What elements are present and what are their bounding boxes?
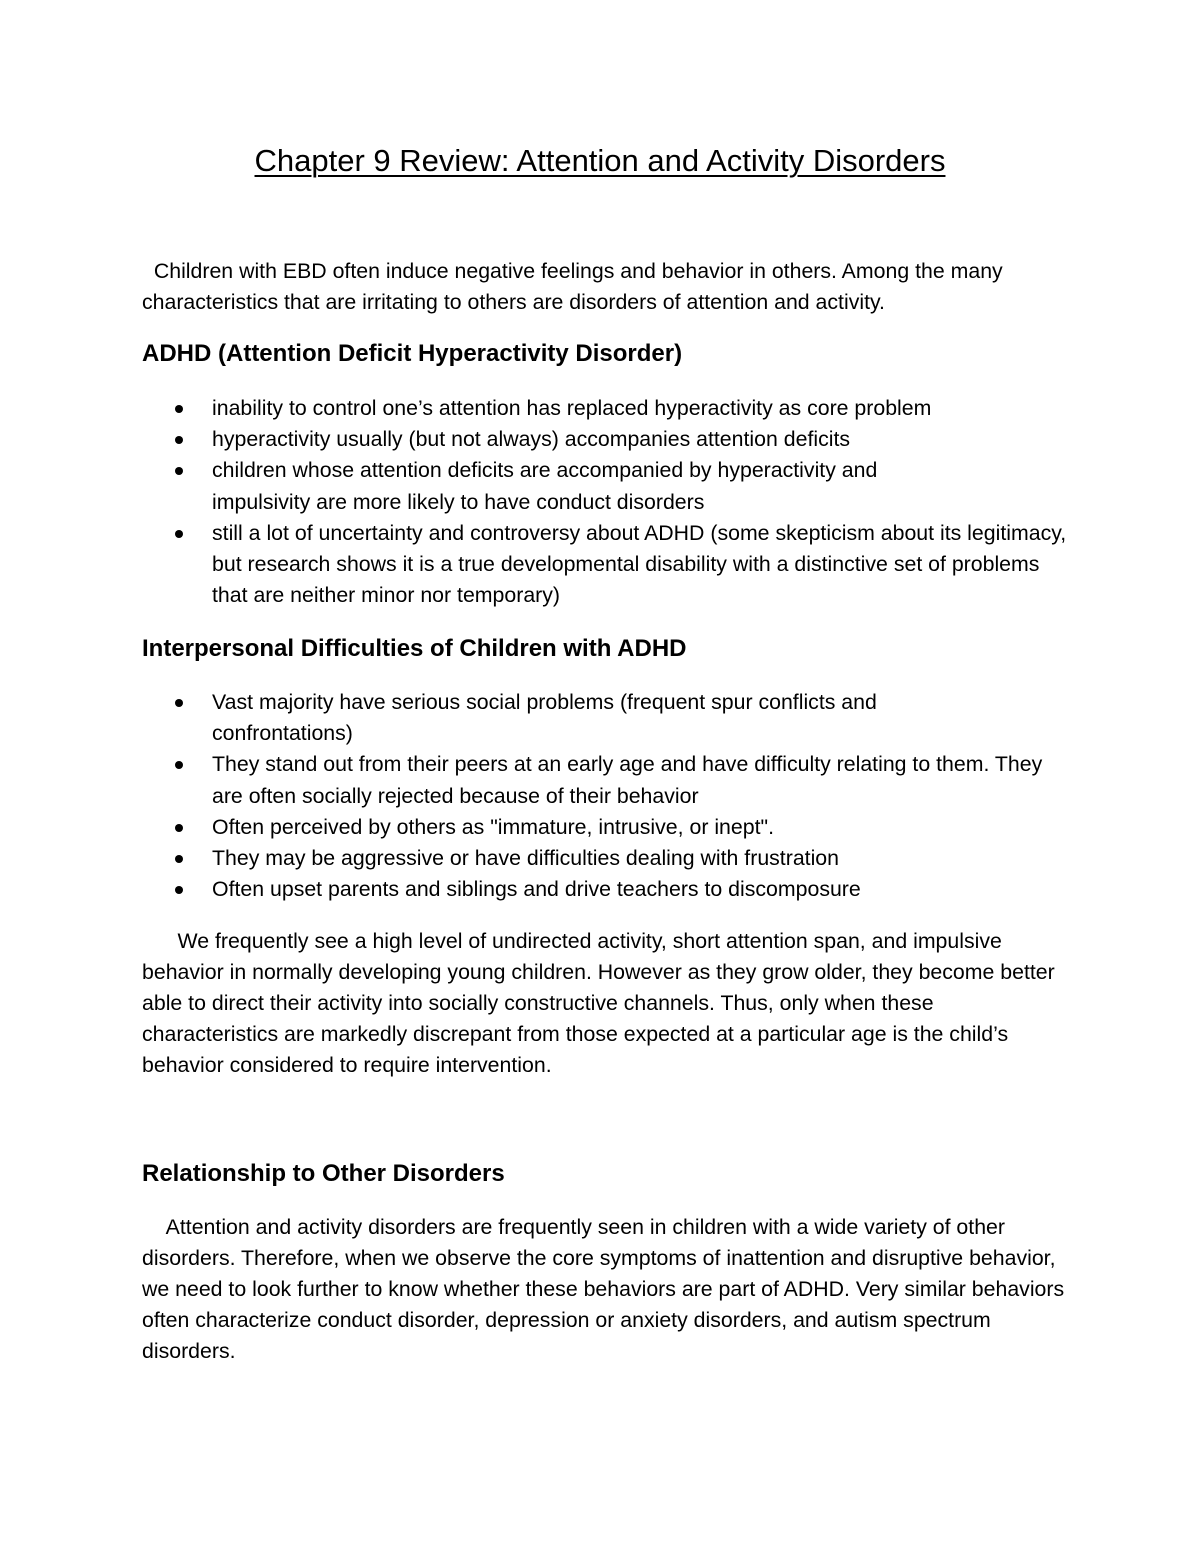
bullet-icon	[175, 886, 183, 894]
bullet-icon	[175, 436, 183, 444]
list-item-text: They may be aggressive or have difficulties dealing with frustration	[212, 846, 839, 871]
adhd-bullet-list	[142, 393, 1072, 611]
list-item-text: They stand out from their peers at an early age and have difficulty relating to them. They are often socially rejected because of their behavior	[212, 752, 1043, 808]
list-item	[142, 843, 1072, 874]
interpersonal-bullet-list	[142, 687, 1072, 905]
list-item-text: inability to control one’s attention has replaced hyperactivity as core problem	[212, 396, 932, 420]
bullet-icon	[175, 405, 183, 413]
list-item	[142, 518, 1072, 612]
list-item-text: Often upset parents and siblings and drive teachers to discomposure	[212, 877, 861, 902]
list-item-text: still a lot of uncertainty and controversy about ADHD (some skepticism about its legitimacy, but research shows it is a true developmental disability with a distinctive set of problems that are neither minor nor temporary)	[212, 520, 1067, 608]
list-item	[142, 874, 1072, 905]
list-item-text: hyperactivity usually (but not always) accompanies attention deficits	[212, 427, 851, 452]
intro-paragraph: Children with EBD often induce negative feelings and behavior in others. Among the many characteristics that are irritating to others are disorders of attention and activity.	[142, 259, 1009, 314]
list-item	[142, 687, 1072, 749]
bullet-icon	[175, 824, 183, 832]
bullet-icon	[175, 467, 183, 475]
list-item	[142, 393, 1072, 424]
bullet-icon	[175, 761, 183, 769]
list-item	[142, 424, 1072, 455]
section-heading-relationship: Relationship to Other Disorders	[142, 1160, 505, 1187]
bullet-icon	[175, 699, 183, 707]
relationship-paragraph: Attention and activity disorders are frequently seen in children with a wide variety of other disorders. Therefore, when we observe the core symptoms of inattention and disruptive behavior, we need to look further to know whether these behaviors are part of ADHD. Very similar behaviors often characterize conduct disorder, depression or anxiety disorders, and autism spectrum disorders.	[142, 1215, 1071, 1363]
list-item-text: Often perceived by others as "immature, intrusive, or inept".	[212, 814, 774, 839]
list-item	[142, 455, 1072, 517]
list-item-text: Vast majority have serious social problems (frequent spur conflicts and confrontations)	[212, 690, 877, 746]
list-item	[142, 812, 1072, 843]
list-item	[142, 749, 1072, 811]
development-paragraph: We frequently see a high level of undirected activity, short attention span, and impulsive behavior in normally developing young children. However as they grow older, they become better able to direct their activity into socially constructive channels. Thus, only when these characteristics are markedly discrepant from those expected at a particular age is the child’s behavior considered to require intervention.	[142, 929, 1061, 1077]
list-item-text: children whose attention deficits are accompanied by hyperactivity and impulsivity are more likely to have conduct disorders	[212, 458, 878, 514]
bullet-icon	[175, 530, 183, 538]
bullet-icon	[175, 855, 183, 863]
section-heading-interpersonal: Interpersonal Difficulties of Children with ADHD	[142, 635, 687, 662]
section-heading-adhd: ADHD (Attention Deficit Hyperactivity Disorder)	[142, 340, 683, 367]
document-title: Chapter 9 Review: Attention and Activity Disorders	[254, 143, 946, 178]
